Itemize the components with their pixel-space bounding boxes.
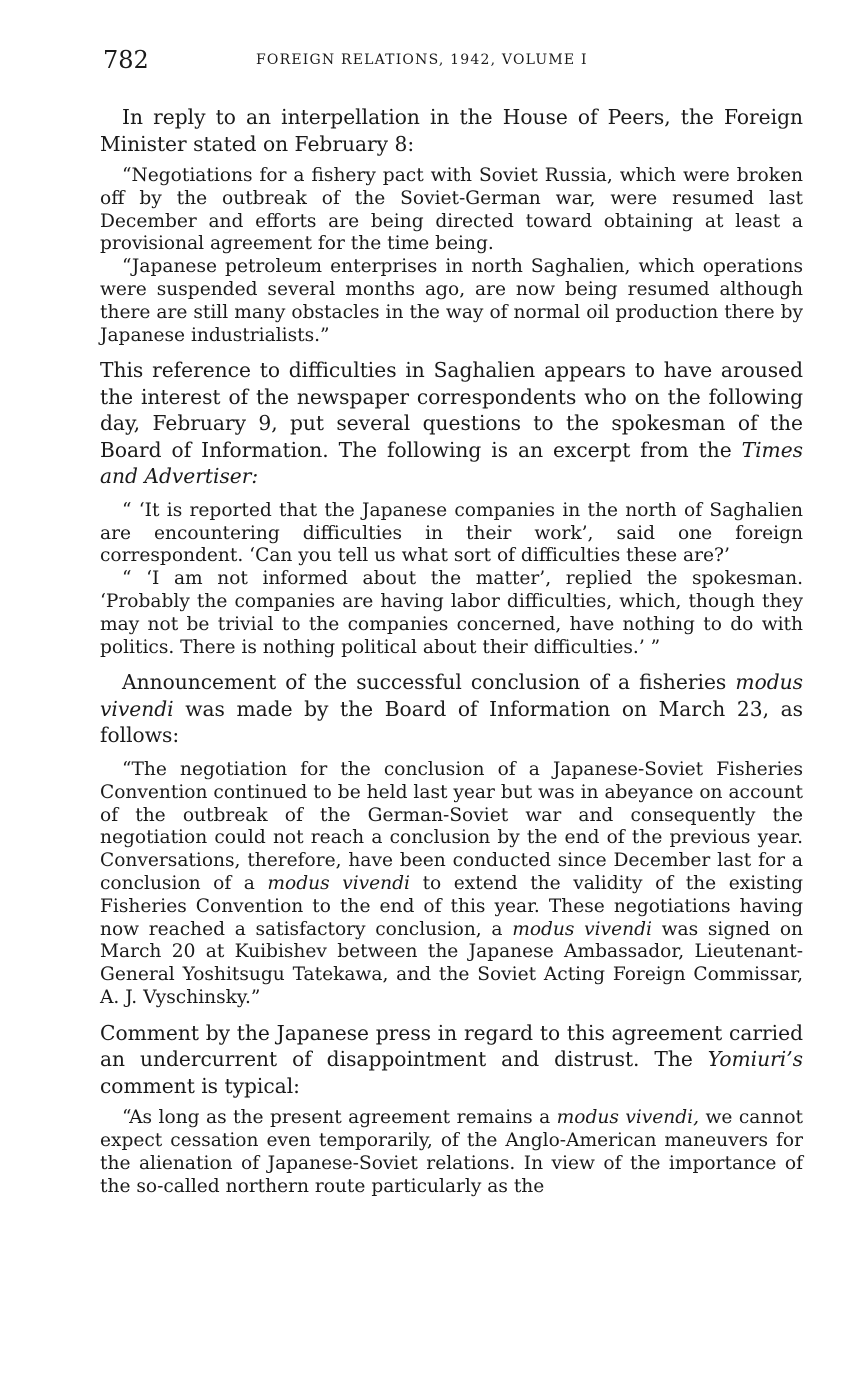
paragraph-announcement	[100, 669, 803, 749]
quote-spokesman-reply: “ ‘I am not informed about the matter’, replied the spokesman. ‘Probably the companies are having labor difficulties, which, though they may not be trivial to the companies concerned, have nothing to do with politics. There is nothing political about their difficulties.’ ”	[100, 568, 803, 658]
text-run: comment is typical:	[100, 1073, 300, 1098]
page-number: 782	[103, 46, 149, 74]
paragraph-saghalien-reference	[100, 357, 803, 490]
running-title: FOREIGN RELATIONS, 1942, VOLUME I	[256, 52, 588, 68]
quote-yomiuri	[100, 1107, 803, 1198]
text-run: was signed on March 20 at Kuibishev between the Japanese Ambassador, Lieutenant-General Yoshitsugu Tatekawa, and the Soviet Acting Foreign Commissar, A. J. Vyschinsky.”	[100, 918, 803, 1008]
newspaper-name: Yomiuri’s	[707, 1047, 804, 1072]
page-header	[103, 46, 803, 76]
text-run: “The negotiation for the conclusion of a Japanese-Soviet Fisheries Convention continued to be held last year but was in abeyance on account of the outbreak of the German-Soviet war and consequently the negotiation could not reach a conclusion by the end of the previous year. Conversations, therefore, have been conducted since December last for a conclusion of a	[100, 758, 803, 894]
quote-petroleum: “Japanese petroleum enterprises in north Saghalien, which operations were suspended several months ago, are now being resumed although there are still many obstacles in the way of normal oil production there by Japanese industrialists.”	[100, 256, 803, 346]
paragraph-press-comment	[100, 1020, 803, 1100]
body-text	[100, 104, 803, 1198]
italic-term: modus vivendi	[512, 918, 652, 940]
text-run: “As long as the present agreement remains a	[122, 1107, 551, 1129]
italic-term: modus vivendi,	[556, 1107, 700, 1129]
paragraph-interpellation: In reply to an interpellation in the House of Peers, the Foreign Minister stated on February 8:	[100, 105, 803, 156]
text-run: we cannot expect cessation even temporarily, of the Anglo-American maneuvers for the alienation of Japanese-Soviet relations. In view of the importance of the so-called northern route particularly as the	[100, 1107, 803, 1197]
text-run: Announcement of the successful conclusion of a fisheries	[122, 670, 727, 695]
quote-fisheries-convention	[100, 759, 803, 1010]
quote-correspondent-question: “ ‘It is reported that the Japanese companies in the north of Saghalien are encountering difficulties in their work’, said one foreign correspondent. ‘Can you tell us what sort of difficulties these are?’	[100, 499, 803, 567]
text-run: to extend the validity of the existing Fisheries Convention to the end of this year. These negotiations having now reached a satisfactory conclusion, a	[100, 872, 803, 940]
text-run: was made by the Board of Information on March 23, as follows:	[100, 696, 804, 748]
italic-term: modus vivendi	[100, 670, 804, 721]
quote-fishery-pact: “Negotiations for a fishery pact with Soviet Russia, which were broken off by the outbreak of the Soviet-German war, were resumed last December and efforts are being directed toward obtaining at least a provisional agreement for the time being.	[100, 165, 803, 255]
paragraph-text: This reference to difficulties in Saghalien appears to have aroused the interest of the newspaper correspondents who on the following day, February 9, put several questions to the spokesman of the Board of Information. The following is an excerpt from the	[100, 358, 803, 462]
newspaper-title: Times and Advertiser:	[100, 437, 803, 489]
text-run: Comment by the Japanese press in regard to this agreement carried an undercurrent of disappointment and distrust. The	[100, 1020, 803, 1072]
italic-term: modus vivendi	[267, 872, 411, 894]
